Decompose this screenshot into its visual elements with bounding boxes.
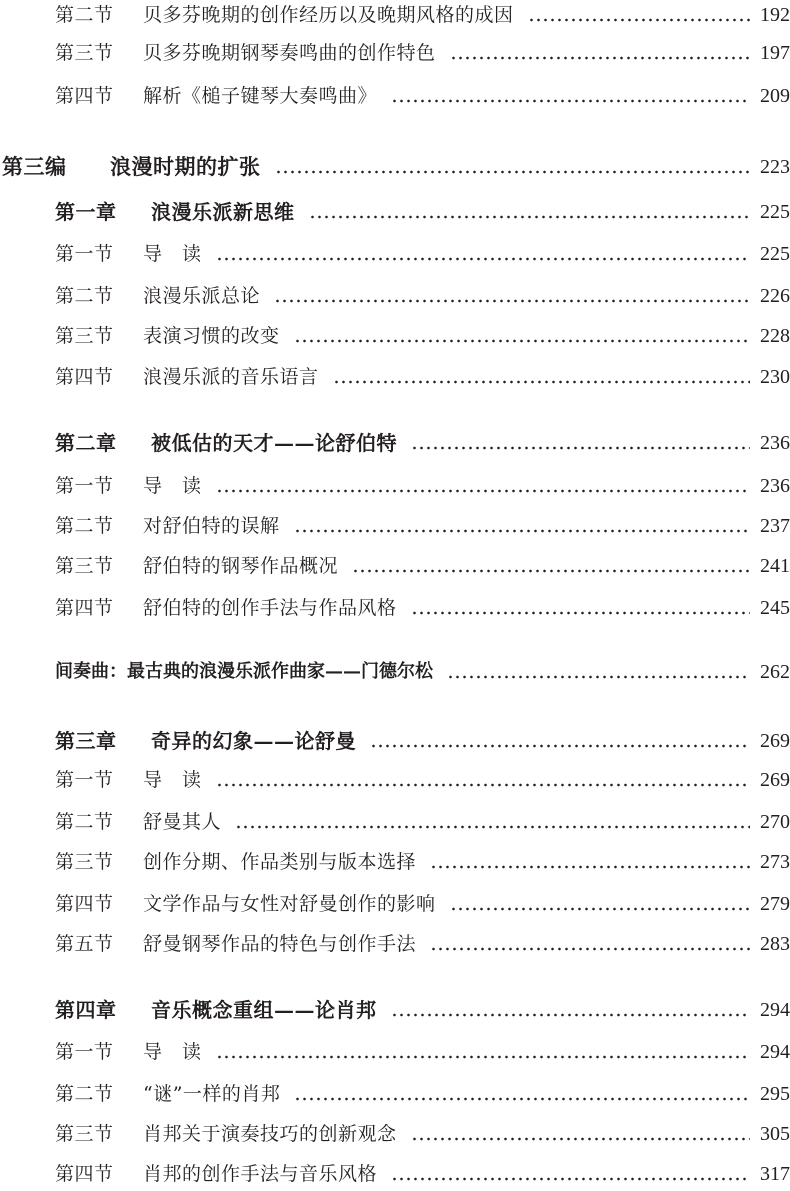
- toc-page-number: 269: [760, 730, 790, 752]
- toc-entry-title: 文学作品与女性对舒曼创作的影响: [143, 893, 436, 915]
- toc-page-number: 197: [760, 42, 790, 64]
- toc-page-number: 294: [760, 999, 790, 1021]
- toc-entry-number: 第四章: [55, 998, 117, 1022]
- dot-leader: [391, 99, 750, 103]
- toc-entry-title: 创作分期、作品类别与版本选择: [143, 851, 417, 873]
- toc-page-number: 245: [760, 597, 790, 619]
- dot-leader: [274, 299, 750, 303]
- toc-entry-title: 导 读: [143, 475, 202, 497]
- toc-entry-number: 第一节: [55, 1041, 114, 1063]
- toc-entry-title: 表演习惯的改变: [143, 325, 280, 347]
- dot-leader: [411, 446, 750, 450]
- toc-section-entry: [0, 1077, 790, 1111]
- toc-entry-number: 第二章: [55, 431, 117, 455]
- toc-entry-title: 间奏曲：最古典的浪漫乐派作曲家——门德尔松: [55, 661, 433, 682]
- dot-leader: [216, 489, 750, 493]
- toc-entry-title: 被低估的天才——论舒伯特: [151, 431, 397, 455]
- toc-entry-number: 第四节: [55, 1163, 114, 1185]
- toc-section-entry: [0, 79, 790, 113]
- toc-entry-title: 浪漫乐派的音乐语言: [143, 366, 319, 388]
- toc-section-entry: [0, 845, 790, 879]
- toc-interlude-entry: [0, 655, 790, 689]
- toc-entry-label: [55, 1035, 202, 1069]
- toc-section-entry: [0, 549, 790, 583]
- dot-leader: [411, 1137, 750, 1141]
- toc-section-entry: [0, 1035, 790, 1069]
- toc-entry-title: 肖邦关于演奏技巧的创新观念: [143, 1123, 397, 1145]
- toc-entry-number: 第三编: [2, 154, 67, 179]
- dot-leader: [216, 1055, 750, 1059]
- toc-page-number: 225: [760, 201, 790, 223]
- toc-chapter-entry: [0, 426, 790, 460]
- toc-entry-label: [55, 927, 416, 961]
- toc-entry-number: 第三节: [55, 325, 114, 347]
- toc-entry-number: 第二节: [55, 285, 114, 307]
- toc-entry-label: [55, 0, 514, 32]
- toc-entry-label: [55, 591, 397, 625]
- toc-entry-label: [55, 993, 377, 1027]
- toc-entry-title: 对舒伯特的误解: [143, 515, 280, 537]
- toc-entry-label: [55, 469, 202, 503]
- toc-entry-label: [55, 36, 436, 70]
- toc-section-entry: [0, 469, 790, 503]
- toc-page-number: 305: [760, 1123, 790, 1145]
- toc-section-entry: [0, 805, 790, 839]
- toc-entry-label: [55, 763, 202, 797]
- toc-entry-number: 第一节: [55, 769, 114, 791]
- toc-entry-number: 第三节: [55, 42, 114, 64]
- dot-leader: [430, 865, 750, 869]
- toc-entry-label: [55, 195, 295, 229]
- toc-page-number: 262: [760, 661, 790, 683]
- toc-section-entry: [0, 887, 790, 921]
- toc-page-number: 273: [760, 851, 790, 873]
- dot-leader: [294, 529, 750, 533]
- toc-entry-title: 音乐概念重组——论肖邦: [151, 998, 377, 1022]
- toc-entry-number: 第二节: [55, 1083, 114, 1105]
- dot-leader: [294, 339, 750, 343]
- toc-entry-number: 第五节: [55, 933, 114, 955]
- toc-entry-number: 第三章: [55, 729, 117, 753]
- toc-page-number: 295: [760, 1083, 790, 1105]
- dot-leader: [216, 783, 750, 787]
- toc-entry-title: 奇异的幻象——论舒曼: [151, 729, 356, 753]
- toc-entry-title: 肖邦的创作手法与音乐风格: [143, 1163, 378, 1185]
- dot-leader: [411, 611, 750, 615]
- toc-entry-label: [55, 426, 397, 460]
- toc-entry-title: 舒曼其人: [143, 811, 222, 833]
- toc-part-entry: [0, 150, 790, 184]
- toc-section-entry: [0, 36, 790, 70]
- toc-entry-number: 第四节: [55, 85, 114, 107]
- dot-leader: [450, 907, 750, 911]
- toc-chapter-entry: [0, 195, 790, 229]
- toc-section-entry: [0, 1117, 790, 1151]
- dot-leader: [275, 170, 750, 174]
- toc-entry-label: [55, 1117, 397, 1151]
- toc-entry-number: 第一节: [55, 243, 114, 265]
- toc-entry-label: [55, 724, 356, 758]
- toc-entry-number: 第三节: [55, 851, 114, 873]
- toc-entry-title: 舒伯特的钢琴作品概况: [143, 555, 339, 577]
- toc-section-entry: [0, 360, 790, 394]
- toc-page-number: 317: [760, 1163, 790, 1185]
- toc-entry-number: 第三节: [55, 1123, 114, 1145]
- dot-leader: [528, 18, 750, 22]
- toc-page-number: 225: [760, 243, 790, 265]
- toc-entry-title: 浪漫乐派总论: [143, 285, 261, 307]
- toc-entry-label: [55, 237, 202, 271]
- toc-page-number: 279: [760, 893, 790, 915]
- toc-entry-label: [55, 655, 433, 689]
- dot-leader: [216, 257, 750, 261]
- toc-page-number: 236: [760, 432, 790, 454]
- toc-entry-label: [55, 509, 280, 543]
- toc-entry-label: [2, 150, 261, 184]
- toc-page-number: 241: [760, 555, 790, 577]
- toc-entry-title: 浪漫时期的扩张: [110, 154, 261, 179]
- toc-entry-title: 舒曼钢琴作品的特色与创作手法: [143, 933, 417, 955]
- toc-entry-number: 第一章: [55, 200, 117, 224]
- dot-leader: [391, 1177, 750, 1181]
- toc-entry-title: 解析《槌子键琴大奏鸣曲》: [143, 85, 378, 107]
- toc-entry-number: 第三节: [55, 555, 114, 577]
- dot-leader: [391, 1013, 750, 1017]
- toc-chapter-entry: [0, 993, 790, 1027]
- toc-section-entry: [0, 763, 790, 797]
- toc-entry-label: [55, 319, 280, 353]
- dot-leader: [294, 1097, 750, 1101]
- toc-entry-title: 舒伯特的创作手法与作品风格: [143, 597, 397, 619]
- dot-leader: [309, 215, 750, 219]
- toc-page-number: 270: [760, 811, 790, 833]
- toc-section-entry: [0, 319, 790, 353]
- toc-chapter-entry: [0, 724, 790, 758]
- toc-page-number: 294: [760, 1041, 790, 1063]
- toc-entry-label: [55, 79, 377, 113]
- toc-section-entry: [0, 0, 790, 32]
- dot-leader: [352, 569, 750, 573]
- toc-page-number: 237: [760, 515, 790, 537]
- toc-entry-label: [55, 279, 260, 313]
- toc-page-number: 209: [760, 85, 790, 107]
- toc-entry-title: 导 读: [143, 243, 202, 265]
- toc-section-entry: [0, 591, 790, 625]
- dot-leader: [370, 744, 750, 748]
- toc-entry-title: 导 读: [143, 769, 202, 791]
- toc-page-number: 236: [760, 475, 790, 497]
- toc-entry-title: “谜”一样的肖邦: [143, 1083, 281, 1105]
- toc-entry-label: [55, 549, 338, 583]
- toc-entry-label: [55, 360, 319, 394]
- toc-section-entry: [0, 927, 790, 961]
- toc-entry-number: 第四节: [55, 893, 114, 915]
- toc-section-entry: [0, 237, 790, 271]
- toc-entry-title: 贝多芬晚期的创作经历以及晚期风格的成因: [143, 4, 514, 26]
- toc-page-number: 192: [760, 4, 790, 26]
- toc-entry-title: 导 读: [143, 1041, 202, 1063]
- toc-entry-number: 第一节: [55, 475, 114, 497]
- dot-leader: [235, 825, 750, 829]
- toc-page-number: 283: [760, 933, 790, 955]
- toc-entry-number: 第四节: [55, 366, 114, 388]
- toc-entry-label: [55, 1077, 280, 1111]
- toc-section-entry: [0, 509, 790, 543]
- toc-entry-number: 第二节: [55, 811, 114, 833]
- toc-page-number: 226: [760, 285, 790, 307]
- toc-entry-label: [55, 887, 436, 921]
- toc-entry-number: 第二节: [55, 515, 114, 537]
- dot-leader: [447, 675, 750, 679]
- toc-page-number: 269: [760, 769, 790, 791]
- toc-section-entry: [0, 279, 790, 313]
- toc-page-number: 228: [760, 325, 790, 347]
- toc-page-number: 223: [760, 156, 790, 178]
- toc-entry-label: [55, 805, 221, 839]
- dot-leader: [450, 56, 750, 60]
- toc-entry-number: 第二节: [55, 4, 114, 26]
- dot-leader: [430, 947, 750, 951]
- dot-leader: [333, 380, 750, 384]
- toc-entry-title: 浪漫乐派新思维: [151, 200, 295, 224]
- toc-entry-label: [55, 845, 416, 879]
- toc-entry-number: 第四节: [55, 597, 114, 619]
- toc-page-number: 230: [760, 366, 790, 388]
- toc-entry-title: 贝多芬晚期钢琴奏鸣曲的创作特色: [143, 42, 436, 64]
